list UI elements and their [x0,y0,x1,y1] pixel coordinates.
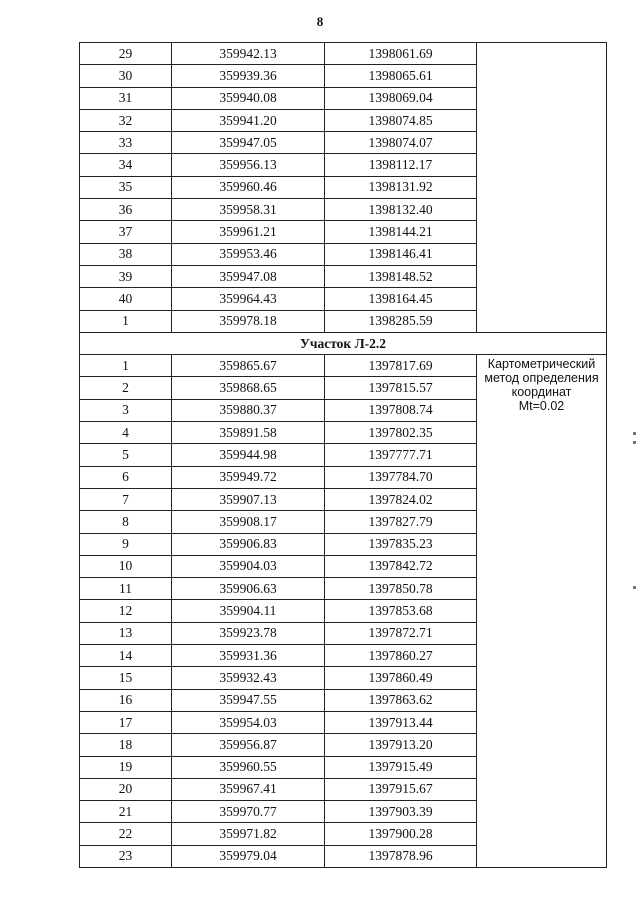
point-number-cell: 31 [80,87,172,109]
margin-mark [633,586,636,589]
x-coordinate-cell: 359971.82 [172,823,325,845]
x-coordinate-cell: 359970.77 [172,801,325,823]
point-number-cell: 8 [80,511,172,533]
x-coordinate-cell: 359923.78 [172,622,325,644]
point-number-cell: 19 [80,756,172,778]
y-coordinate-cell: 1397915.49 [325,756,477,778]
x-coordinate-cell: 359978.18 [172,310,325,332]
point-number-cell: 10 [80,555,172,577]
point-number-cell: 36 [80,199,172,221]
point-number-cell: 23 [80,845,172,867]
method-text-line2: метод определения [484,371,599,386]
point-number-cell: 2 [80,377,172,399]
point-number-cell: 39 [80,265,172,287]
y-coordinate-cell: 1397900.28 [325,823,477,845]
y-coordinate-cell: 1398164.45 [325,288,477,310]
point-number-cell: 6 [80,466,172,488]
x-coordinate-cell: 359961.21 [172,221,325,243]
x-coordinate-cell: 359953.46 [172,243,325,265]
x-coordinate-cell: 359941.20 [172,109,325,131]
x-coordinate-cell: 359960.46 [172,176,325,198]
coordinates-table [79,42,607,868]
x-coordinate-cell: 359865.67 [172,355,325,377]
x-coordinate-cell: 359947.55 [172,689,325,711]
point-number-cell: 38 [80,243,172,265]
y-coordinate-cell: 1397860.49 [325,667,477,689]
y-coordinate-cell: 1397815.57 [325,377,477,399]
x-coordinate-cell: 359931.36 [172,645,325,667]
method-cell [477,355,607,868]
table-row [80,355,607,377]
y-coordinate-cell: 1397863.62 [325,689,477,711]
point-number-cell: 12 [80,600,172,622]
point-number-cell: 14 [80,645,172,667]
x-coordinate-cell: 359932.43 [172,667,325,689]
y-coordinate-cell: 1397853.68 [325,600,477,622]
page-number: 8 [316,14,324,29]
y-coordinate-cell: 1397878.96 [325,845,477,867]
point-number-cell: 20 [80,778,172,800]
y-coordinate-cell: 1397903.39 [325,801,477,823]
margin-mark [633,432,636,435]
y-coordinate-cell: 1397915.67 [325,778,477,800]
table-row [80,43,607,65]
x-coordinate-cell: 359908.17 [172,511,325,533]
y-coordinate-cell: 1397827.79 [325,511,477,533]
y-coordinate-cell: 1397784.70 [325,466,477,488]
y-coordinate-cell: 1398132.40 [325,199,477,221]
x-coordinate-cell: 359956.87 [172,734,325,756]
x-coordinate-cell: 359956.13 [172,154,325,176]
y-coordinate-cell: 1397842.72 [325,555,477,577]
x-coordinate-cell: 359904.11 [172,600,325,622]
x-coordinate-cell: 359868.65 [172,377,325,399]
point-number-cell: 11 [80,578,172,600]
y-coordinate-cell: 1397850.78 [325,578,477,600]
point-number-cell: 15 [80,667,172,689]
x-coordinate-cell: 359891.58 [172,422,325,444]
method-text-line1: Картометрический [487,357,596,372]
y-coordinate-cell: 1397824.02 [325,488,477,510]
point-number-cell: 1 [80,310,172,332]
x-coordinate-cell: 359949.72 [172,466,325,488]
x-coordinate-cell: 359954.03 [172,711,325,733]
section-row [80,332,607,354]
x-coordinate-cell: 359967.41 [172,778,325,800]
y-coordinate-cell: 1398074.85 [325,109,477,131]
point-number-cell: 37 [80,221,172,243]
y-coordinate-cell: 1397808.74 [325,399,477,421]
x-coordinate-cell: 359979.04 [172,845,325,867]
y-coordinate-cell: 1398074.07 [325,132,477,154]
y-coordinate-cell: 1398061.69 [325,43,477,65]
y-coordinate-cell: 1398131.92 [325,176,477,198]
margin-mark [633,441,636,444]
y-coordinate-cell: 1398065.61 [325,65,477,87]
method-text-line3: координат [511,385,572,400]
coordinates-table-body [80,43,607,868]
y-coordinate-cell: 1397913.20 [325,734,477,756]
x-coordinate-cell: 359964.43 [172,288,325,310]
point-number-cell: 7 [80,488,172,510]
x-coordinate-cell: 359880.37 [172,399,325,421]
x-coordinate-cell: 359947.08 [172,265,325,287]
y-coordinate-cell: 1398069.04 [325,87,477,109]
x-coordinate-cell: 359944.98 [172,444,325,466]
y-coordinate-cell: 1398285.59 [325,310,477,332]
y-coordinate-cell: 1398148.52 [325,265,477,287]
x-coordinate-cell: 359960.55 [172,756,325,778]
y-coordinate-cell: 1398146.41 [325,243,477,265]
point-number-cell: 9 [80,533,172,555]
point-number-cell: 1 [80,355,172,377]
y-coordinate-cell: 1397817.69 [325,355,477,377]
point-number-cell: 30 [80,65,172,87]
point-number-cell: 16 [80,689,172,711]
point-number-cell: 3 [80,399,172,421]
x-coordinate-cell: 359940.08 [172,87,325,109]
x-coordinate-cell: 359907.13 [172,488,325,510]
point-number-cell: 40 [80,288,172,310]
point-number-cell: 4 [80,422,172,444]
point-number-cell: 21 [80,801,172,823]
x-coordinate-cell: 359939.36 [172,65,325,87]
x-coordinate-cell: 359942.13 [172,43,325,65]
point-number-cell: 32 [80,109,172,131]
point-number-cell: 13 [80,622,172,644]
point-number-cell: 29 [80,43,172,65]
point-number-cell: 18 [80,734,172,756]
y-coordinate-cell: 1397835.23 [325,533,477,555]
point-number-cell: 17 [80,711,172,733]
point-number-cell: 22 [80,823,172,845]
section-title: Участок Л-2.2 [80,332,607,354]
x-coordinate-cell: 359906.83 [172,533,325,555]
y-coordinate-cell: 1397860.27 [325,645,477,667]
y-coordinate-cell: 1397802.35 [325,422,477,444]
method-text-line4: Mt=0.02 [518,399,565,414]
point-number-cell: 35 [80,176,172,198]
x-coordinate-cell: 359906.63 [172,578,325,600]
y-coordinate-cell: 1397872.71 [325,622,477,644]
y-coordinate-cell: 1397913.44 [325,711,477,733]
point-number-cell: 5 [80,444,172,466]
method-cell-empty [477,43,607,333]
y-coordinate-cell: 1397777.71 [325,444,477,466]
x-coordinate-cell: 359947.05 [172,132,325,154]
y-coordinate-cell: 1398112.17 [325,154,477,176]
point-number-cell: 33 [80,132,172,154]
x-coordinate-cell: 359958.31 [172,199,325,221]
x-coordinate-cell: 359904.03 [172,555,325,577]
y-coordinate-cell: 1398144.21 [325,221,477,243]
point-number-cell: 34 [80,154,172,176]
